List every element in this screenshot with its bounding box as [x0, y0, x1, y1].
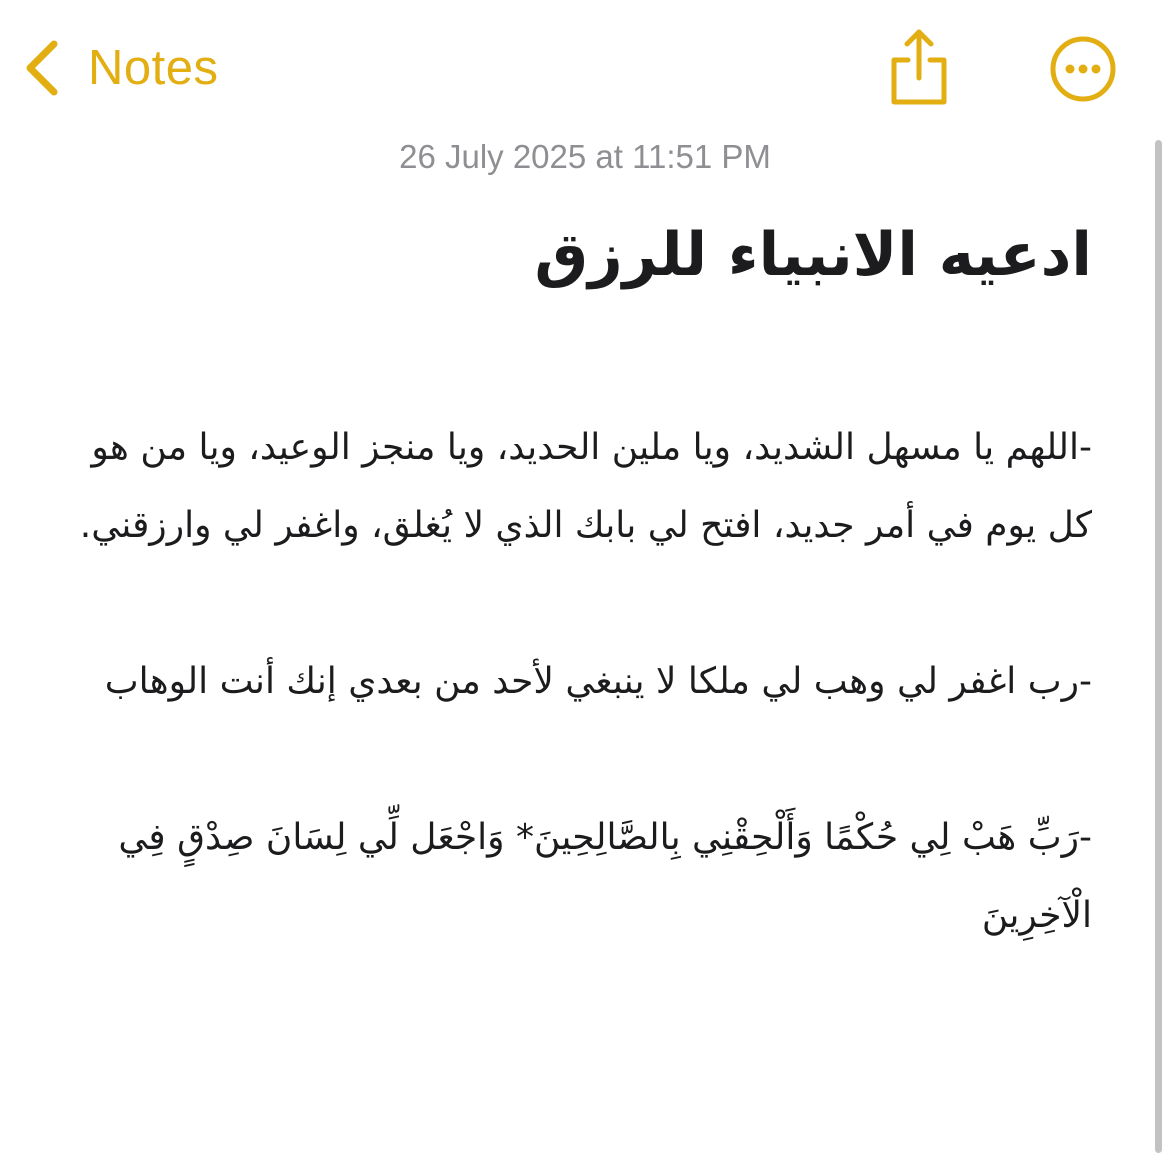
note-body[interactable]: [70, 205, 1092, 955]
note-paragraph: -رَبِّ هَبْ لِي حُكْمًا وَأَلْحِقْنِي بِالصَّالِحِينَ* وَاجْعَل لِّي لِسَانَ صِدْقٍ فِي الْآخِرِينَ: [118, 817, 1092, 936]
back-label: Notes: [88, 41, 219, 95]
chevron-left-icon: [22, 38, 62, 98]
share-button[interactable]: [884, 24, 954, 108]
back-button[interactable]: [22, 30, 219, 106]
scrollbar[interactable]: [1155, 140, 1162, 1153]
more-button[interactable]: [1048, 34, 1118, 104]
share-icon: [884, 93, 954, 112]
note-date: 26 July 2025 at 11:51 PM: [399, 138, 771, 175]
more-icon: [1048, 89, 1118, 108]
note-title: ادعيه الانبياء للرزق: [534, 220, 1092, 290]
nav-bar: [0, 0, 1170, 130]
note-paragraph: -رب اغفر لي وهب لي ملكا لا ينبغي لأحد من بعدي إنك أنت الوهاب: [104, 661, 1092, 702]
note-paragraph: -اللهم يا مسهل الشديد، ويا ملين الحديد، ويا منجز الوعيد، ويا من هو كل يوم في أمر جديد، افتح لي بابك الذي لا يُغلق، واغفر لي وارزقني.: [79, 427, 1092, 546]
